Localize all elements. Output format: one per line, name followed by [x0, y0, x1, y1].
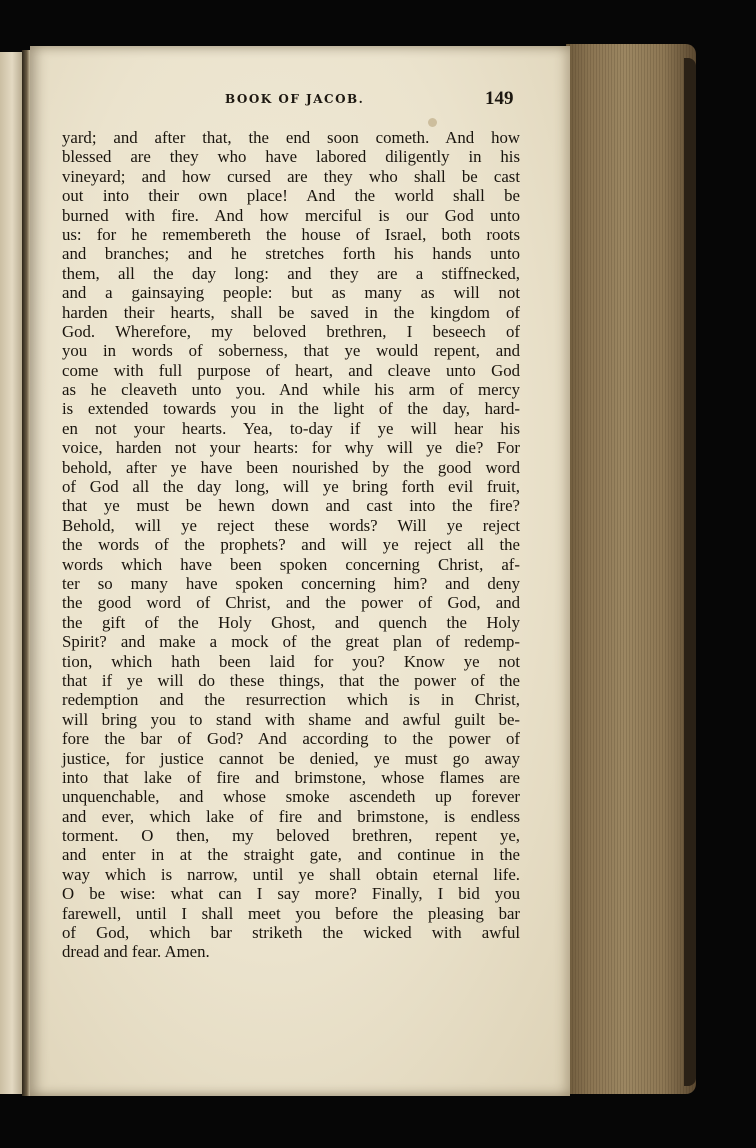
- text-line: is extended towards you in the light of the day, hard-: [62, 399, 520, 419]
- text-line: harden their hearts, shall be saved in the kingdom of: [62, 302, 520, 322]
- text-line: Behold, will ye reject these words? Will ye reject: [62, 515, 520, 535]
- reverse-side-show-through: [62, 944, 520, 1034]
- text-line: Spirit? and make a mock of the great plan of redemp-: [62, 632, 520, 652]
- body-text: [62, 128, 520, 962]
- page-number: 149: [485, 88, 514, 109]
- text-line: tion, which hath been laid for you? Know ye not: [62, 651, 520, 671]
- text-line: come with full purpose of heart, and cleave unto God: [62, 360, 520, 380]
- text-line: of God all the day long, will ye bring forth evil fruit,: [62, 477, 520, 497]
- text-line: them, all the day long: and they are a stiffnecked,: [62, 263, 520, 283]
- text-line: into that lake of fire and brimstone, whose flames are: [62, 767, 520, 787]
- text-line: the words of the prophets? and will ye reject all the: [62, 535, 520, 555]
- text-line: redemption and the resurrection which is in Christ,: [62, 690, 520, 710]
- running-head-title: BOOK OF JACOB.: [225, 92, 365, 106]
- text-line: that ye must be hewn down and cast into the fire?: [62, 496, 520, 516]
- text-line: justice, for justice cannot be denied, ye must go away: [62, 748, 520, 768]
- text-line: en not your hearts. Yea, to-day if ye will hear his: [62, 418, 520, 438]
- text-line: will bring you to stand with shame and awful guilt be-: [62, 709, 520, 729]
- text-line: burned with fire. And how merciful is our God unto: [62, 205, 520, 225]
- text-line: ter so many have spoken concerning him? and deny: [62, 573, 520, 593]
- text-line: and branches; and he stretches forth his hands unto: [62, 244, 520, 264]
- text-line: way which is narrow, until ye shall obtain eternal life.: [62, 864, 520, 884]
- text-line: as he cleaveth unto you. And while his arm of mercy: [62, 380, 520, 400]
- text-line: the gift of the Holy Ghost, and quench the Holy: [62, 612, 520, 632]
- foxing-spot: [428, 118, 437, 127]
- text-line: and a gainsaying people: but as many as will not: [62, 283, 520, 303]
- text-line: vineyard; and how cursed are they who shall be cast: [62, 166, 520, 186]
- running-head: [30, 90, 570, 112]
- text-line: torment. O then, my beloved brethren, repent ye,: [62, 826, 520, 846]
- text-line: and enter in at the straight gate, and continue in the: [62, 845, 520, 865]
- text-line: yard; and after that, the end soon cometh. And how: [62, 128, 520, 147]
- text-line: farewell, until I shall meet you before the pleasing bar: [62, 903, 520, 923]
- text-line: behold, after ye have been nourished by the good word: [62, 457, 520, 477]
- book-gutter: [22, 50, 30, 1096]
- text-line: the good word of Christ, and the power of God, and: [62, 593, 520, 613]
- text-line: O be wise: what can I say more? Finally, I bid you: [62, 884, 520, 904]
- text-line: dread and fear. Amen.: [62, 942, 210, 962]
- text-line: blessed are they who have labored diligently in his: [62, 147, 520, 167]
- text-line: us: for he remembereth the house of Israel, both roots: [62, 224, 520, 244]
- page-block-edge: [566, 44, 696, 1094]
- text-line: and ever, which lake of fire and brimstone, is endless: [62, 806, 520, 826]
- cover-edge: [684, 58, 696, 1086]
- facing-page-edge: [0, 52, 24, 1094]
- text-line: you in words of soberness, that ye would repent, and: [62, 341, 520, 361]
- text-line: God. Wherefore, my beloved brethren, I beseech of: [62, 321, 520, 341]
- text-line: words which have been spoken concerning Christ, af-: [62, 554, 520, 574]
- text-line: unquenchable, and whose smoke ascendeth up forever: [62, 787, 520, 807]
- text-line: out into their own place! And the world shall be: [62, 186, 520, 206]
- text-line: voice, harden not your hearts: for why will ye die? For: [62, 438, 520, 458]
- text-line: that if ye will do these things, that the power of the: [62, 670, 520, 690]
- text-line: of God, which bar striketh the wicked with awful: [62, 923, 520, 943]
- text-line: fore the bar of God? And according to the power of: [62, 729, 520, 749]
